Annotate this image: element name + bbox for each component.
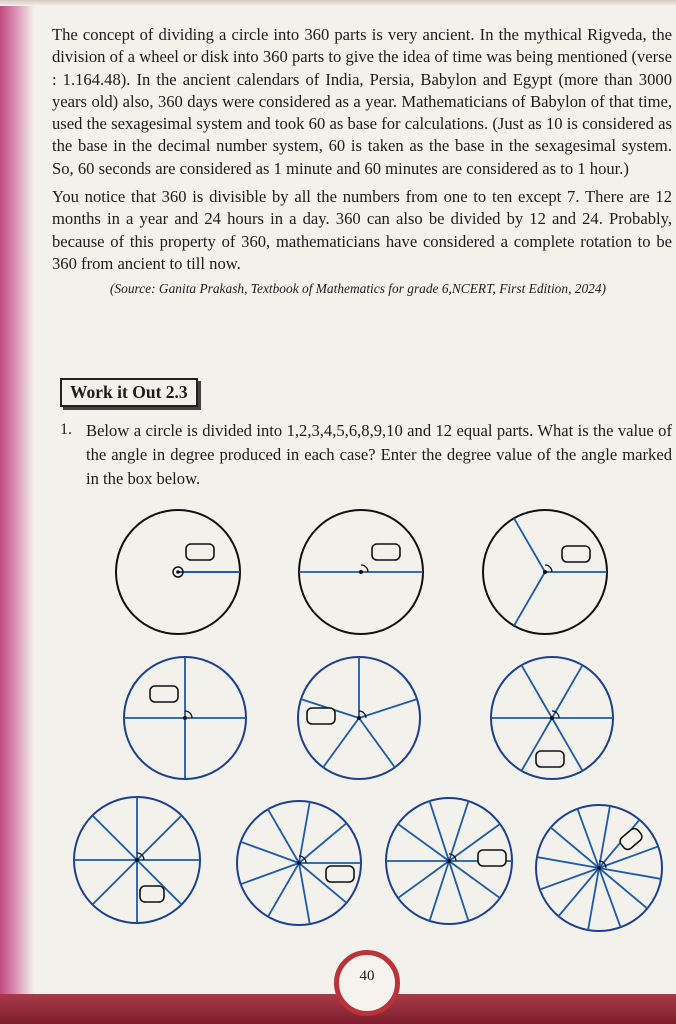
radius-line [449, 861, 468, 921]
radius-line [430, 861, 449, 921]
radius-line [268, 809, 299, 863]
answer-box [478, 850, 506, 866]
radius-line [552, 665, 583, 718]
center-dot [357, 716, 361, 720]
answer-box [372, 544, 400, 560]
radius-line [299, 863, 310, 924]
paragraph-history: The concept of dividing a circle into 360 parts is very ancient. In the mythical Rigveda, the division of a wheel or disk into 360 parts to give the idea of time was being mentioned (verse : 1.164.48). In the ancient calendars of India, Persia, Babylon and Egypt (more than 3000 years old) also, 360 days were considered as a year. Mathematicians of Babylon of that time, used the sexagesimal system and took 60 as base for calculations. (Just as 10 is considered as the base in the decimal number system, 60 is taken as the base in the sexagesimal system. So, 60 seconds are considered as 1 minute and 60 minutes are considered as to 1 hour.) [52, 25, 672, 178]
radius-line [241, 842, 299, 863]
answer-box [150, 686, 178, 702]
radius-line [241, 863, 299, 884]
center-dot [135, 858, 139, 862]
radius-line [92, 815, 137, 860]
radius-line [430, 801, 449, 861]
center-dot [597, 866, 601, 870]
answer-box [326, 866, 354, 882]
page-number: 40 [359, 968, 375, 984]
radius-line [137, 815, 182, 860]
radius-line [537, 857, 599, 868]
radius-line [599, 868, 661, 879]
radius-line [514, 518, 545, 572]
center-dot [550, 716, 554, 720]
radius-line [398, 861, 449, 898]
answer-box [536, 751, 564, 767]
center-dot [183, 716, 187, 720]
work-it-out-heading: Work it Out 2.3 [60, 378, 198, 407]
radius-line [449, 801, 468, 861]
question-text: Below a circle is divided into 1,2,3,4,5,6,8,9,10 and 12 equal parts. What is the value of the angle in degree produced in each case? Enter the degree value of the angle marked in the box below. [86, 421, 672, 488]
radius-line [359, 699, 417, 718]
answer-box [562, 546, 590, 562]
radius-line [323, 718, 359, 767]
answer-box [140, 886, 164, 902]
center-dot [359, 570, 363, 574]
radius-line [588, 868, 599, 930]
radius-line [359, 718, 395, 767]
radius-line [522, 665, 553, 718]
center-dot [297, 861, 301, 865]
answer-box [618, 827, 644, 852]
center-dot [447, 859, 451, 863]
radius-line [299, 823, 346, 863]
center-dot [176, 570, 180, 574]
answer-box [186, 544, 214, 560]
radius-line [92, 860, 137, 905]
question-number: 1. [60, 421, 72, 438]
source-citation: (Source: Ganita Prakash, Textbook of Mathematics for grade 6,NCERT, First Edition, 2024) [109, 281, 607, 297]
radius-line [599, 806, 610, 868]
radius-line [514, 572, 545, 626]
answer-box [307, 708, 335, 724]
radius-line [299, 802, 310, 863]
radius-line [268, 863, 299, 917]
paragraph-divisibility: You notice that 360 is divisible by all the numbers from one to ten except 7. There are 12 months in a year and 24 hours in a day. 360 can also be divided by 12 and 24. Probably, because of this property of 360, mathematicians have considered a complete rotation to be 360 from ancient to till now. [52, 187, 672, 273]
radius-line [398, 824, 449, 861]
center-dot [543, 570, 547, 574]
